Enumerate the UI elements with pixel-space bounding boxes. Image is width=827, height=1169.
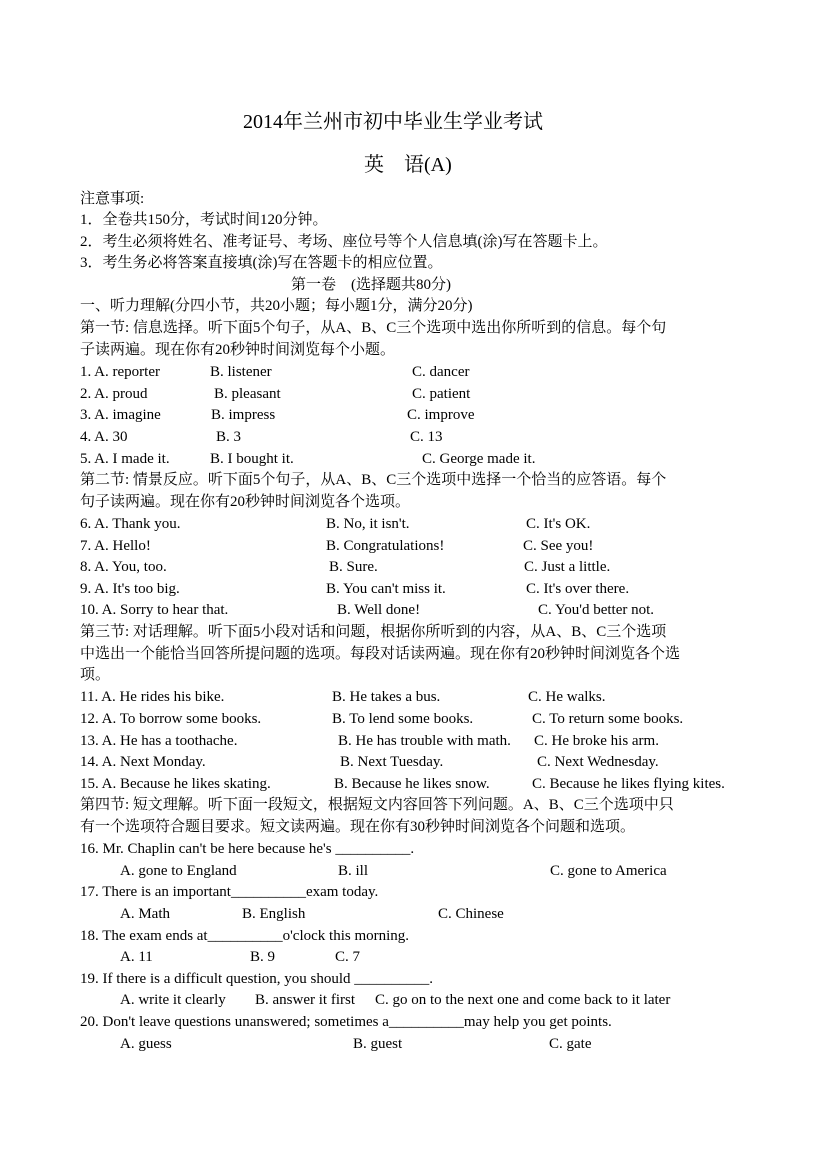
q17-option-a: A. Math — [120, 906, 170, 922]
q7-option-a: 7. A. Hello! — [80, 538, 151, 554]
q17-stem: 17. There is an important__________exam today. — [80, 884, 379, 900]
q2-option-b: B. pleasant — [214, 386, 281, 402]
q20-stem: 20. Don't leave questions unanswered; sometimes a__________may help you get points. — [80, 1014, 612, 1030]
q2-option-a: 2. A. proud — [80, 386, 148, 402]
sec3-instruction: 项。 — [80, 667, 111, 683]
q17-option-c: C. Chinese — [438, 906, 504, 922]
q18-option-a: A. 11 — [120, 949, 153, 965]
q5-option-c: C. George made it. — [422, 451, 536, 467]
q6-option-a: 6. A. Thank you. — [80, 516, 181, 532]
q17-option-b: B. English — [242, 906, 306, 922]
q4-option-b: B. 3 — [216, 429, 242, 445]
q7-option-c: C. See you! — [523, 538, 594, 554]
q8-option-a: 8. A. You, too. — [80, 559, 167, 575]
notice-item: 1．全卷共150分，考试时间120分钟。 — [80, 212, 328, 228]
sec1-instruction: 子读两遍。现在你有20秒钟时间浏览每个小题。 — [80, 342, 396, 358]
q10-option-a: 10. A. Sorry to hear that. — [80, 602, 229, 618]
q19-stem: 19. If there is a difficult question, you should __________. — [80, 971, 434, 987]
q15-option-b: B. Because he likes snow. — [334, 776, 490, 792]
q19-option-c: C. go on to the next one and come back to it later — [375, 992, 671, 1008]
q13-option-c: C. He broke his arm. — [534, 733, 659, 749]
q12-option-c: C. To return some books. — [532, 711, 684, 727]
q13-option-a: 13. A. He has a toothache. — [80, 733, 238, 749]
q7-option-b: B. Congratulations! — [326, 538, 445, 554]
q16-option-b: B. ill — [338, 863, 369, 879]
q1-option-a: 1. A. reporter — [80, 364, 160, 380]
q19-option-a: A. write it clearly — [120, 992, 226, 1008]
q3-option-b: B. impress — [211, 407, 276, 423]
q8-option-b: B. Sure. — [329, 559, 378, 575]
q11-option-c: C. He walks. — [528, 689, 606, 705]
q10-option-b: B. Well done! — [337, 602, 421, 618]
sec4-instruction: 第四节: 短文理解。听下面一段短文，根据短文内容回答下列问题。A、B、C三个选项中只 — [80, 797, 674, 813]
q4-option-a: 4. A. 30 — [80, 429, 128, 445]
notice-heading: 注意事项: — [80, 191, 145, 207]
q3-option-a: 3. A. imagine — [80, 407, 161, 423]
sec1-instruction: 第一节: 信息选择。听下面5个句子，从A、B、C三个选项中选出你所听到的信息。每个句 — [80, 320, 667, 336]
q15-option-a: 15. A. Because he likes skating. — [80, 776, 271, 792]
sec2-instruction: 句子读两遍。现在你有20秒钟时间浏览各个选项。 — [80, 494, 411, 510]
q14-option-c: C. Next Wednesday. — [537, 754, 659, 770]
q12-option-a: 12. A. To borrow some books. — [80, 711, 262, 727]
q20-option-c: C. gate — [549, 1036, 592, 1052]
q16-option-c: C. gone to America — [550, 863, 667, 879]
q1-option-c: C. dancer — [412, 364, 470, 380]
q6-option-c: C. It's OK. — [526, 516, 591, 532]
q14-option-a: 14. A. Next Monday. — [80, 754, 206, 770]
q18-option-c: C. 7 — [335, 949, 361, 965]
q15-option-c: C. Because he likes flying kites. — [532, 776, 725, 792]
q14-option-b: B. Next Tuesday. — [340, 754, 444, 770]
q4-option-c: C. 13 — [410, 429, 443, 445]
q11-option-b: B. He takes a bus. — [332, 689, 441, 705]
q11-option-a: 11. A. He rides his bike. — [80, 689, 225, 705]
exam-title: 2014年兰州市初中毕业生学业考试 — [243, 111, 543, 133]
q1-option-b: B. listener — [210, 364, 272, 380]
q5-option-b: B. I bought it. — [210, 451, 294, 467]
q9-option-b: B. You can't miss it. — [326, 581, 446, 597]
sec2-instruction: 第二节: 情景反应。听下面5个句子，从A、B、C三个选项中选择一个恰当的应答语。每个 — [80, 472, 667, 488]
section-title: 一、听力理解(分四小节，共20小题；每小题1分，满分20分) — [80, 298, 473, 314]
q9-option-c: C. It's over there. — [526, 581, 630, 597]
q13-option-b: B. He has trouble with math. — [338, 733, 511, 749]
sec4-instruction: 有一个选项符合题目要求。短文读两遍。现在你有30秒钟时间浏览各个问题和选项。 — [80, 819, 636, 835]
sec3-instruction: 第三节: 对话理解。听下面5小段对话和问题，根据你所听到的内容，从A、B、C三个选项 — [80, 624, 667, 640]
q9-option-a: 9. A. It's too big. — [80, 581, 180, 597]
q8-option-c: C. Just a little. — [524, 559, 611, 575]
q18-option-b: B. 9 — [250, 949, 276, 965]
sec3-instruction: 中选出一个能恰当回答所提问题的选项。每段对话读两遍。现在你有20秒钟时间浏览各个选 — [80, 646, 681, 662]
q2-option-c: C. patient — [412, 386, 471, 402]
q20-option-b: B. guest — [353, 1036, 403, 1052]
q16-stem: 16. Mr. Chaplin can't be here because he's __________. — [80, 841, 415, 857]
q10-option-c: C. You'd better not. — [538, 602, 655, 618]
q20-option-a: A. guess — [120, 1036, 172, 1052]
q18-stem: 18. The exam ends at__________o'clock this morning. — [80, 928, 410, 944]
q6-option-b: B. No, it isn't. — [326, 516, 410, 532]
notice-item: 3．考生务必将答案直接填(涂)写在答题卡的相应位置。 — [80, 255, 443, 271]
notice-item: 2．考生必须将姓名、准考证号、考场、座位号等个人信息填(涂)写在答题卡上。 — [80, 234, 608, 250]
q5-option-a: 5. A. I made it. — [80, 451, 170, 467]
q19-option-b: B. answer it first — [255, 992, 355, 1008]
part-title: 第一卷 (选择题共80分) — [291, 277, 451, 293]
q3-option-c: C. improve — [407, 407, 475, 423]
subject-title: 英 语(A) — [364, 154, 452, 176]
q12-option-b: B. To lend some books. — [332, 711, 474, 727]
q16-option-a: A. gone to England — [120, 863, 237, 879]
